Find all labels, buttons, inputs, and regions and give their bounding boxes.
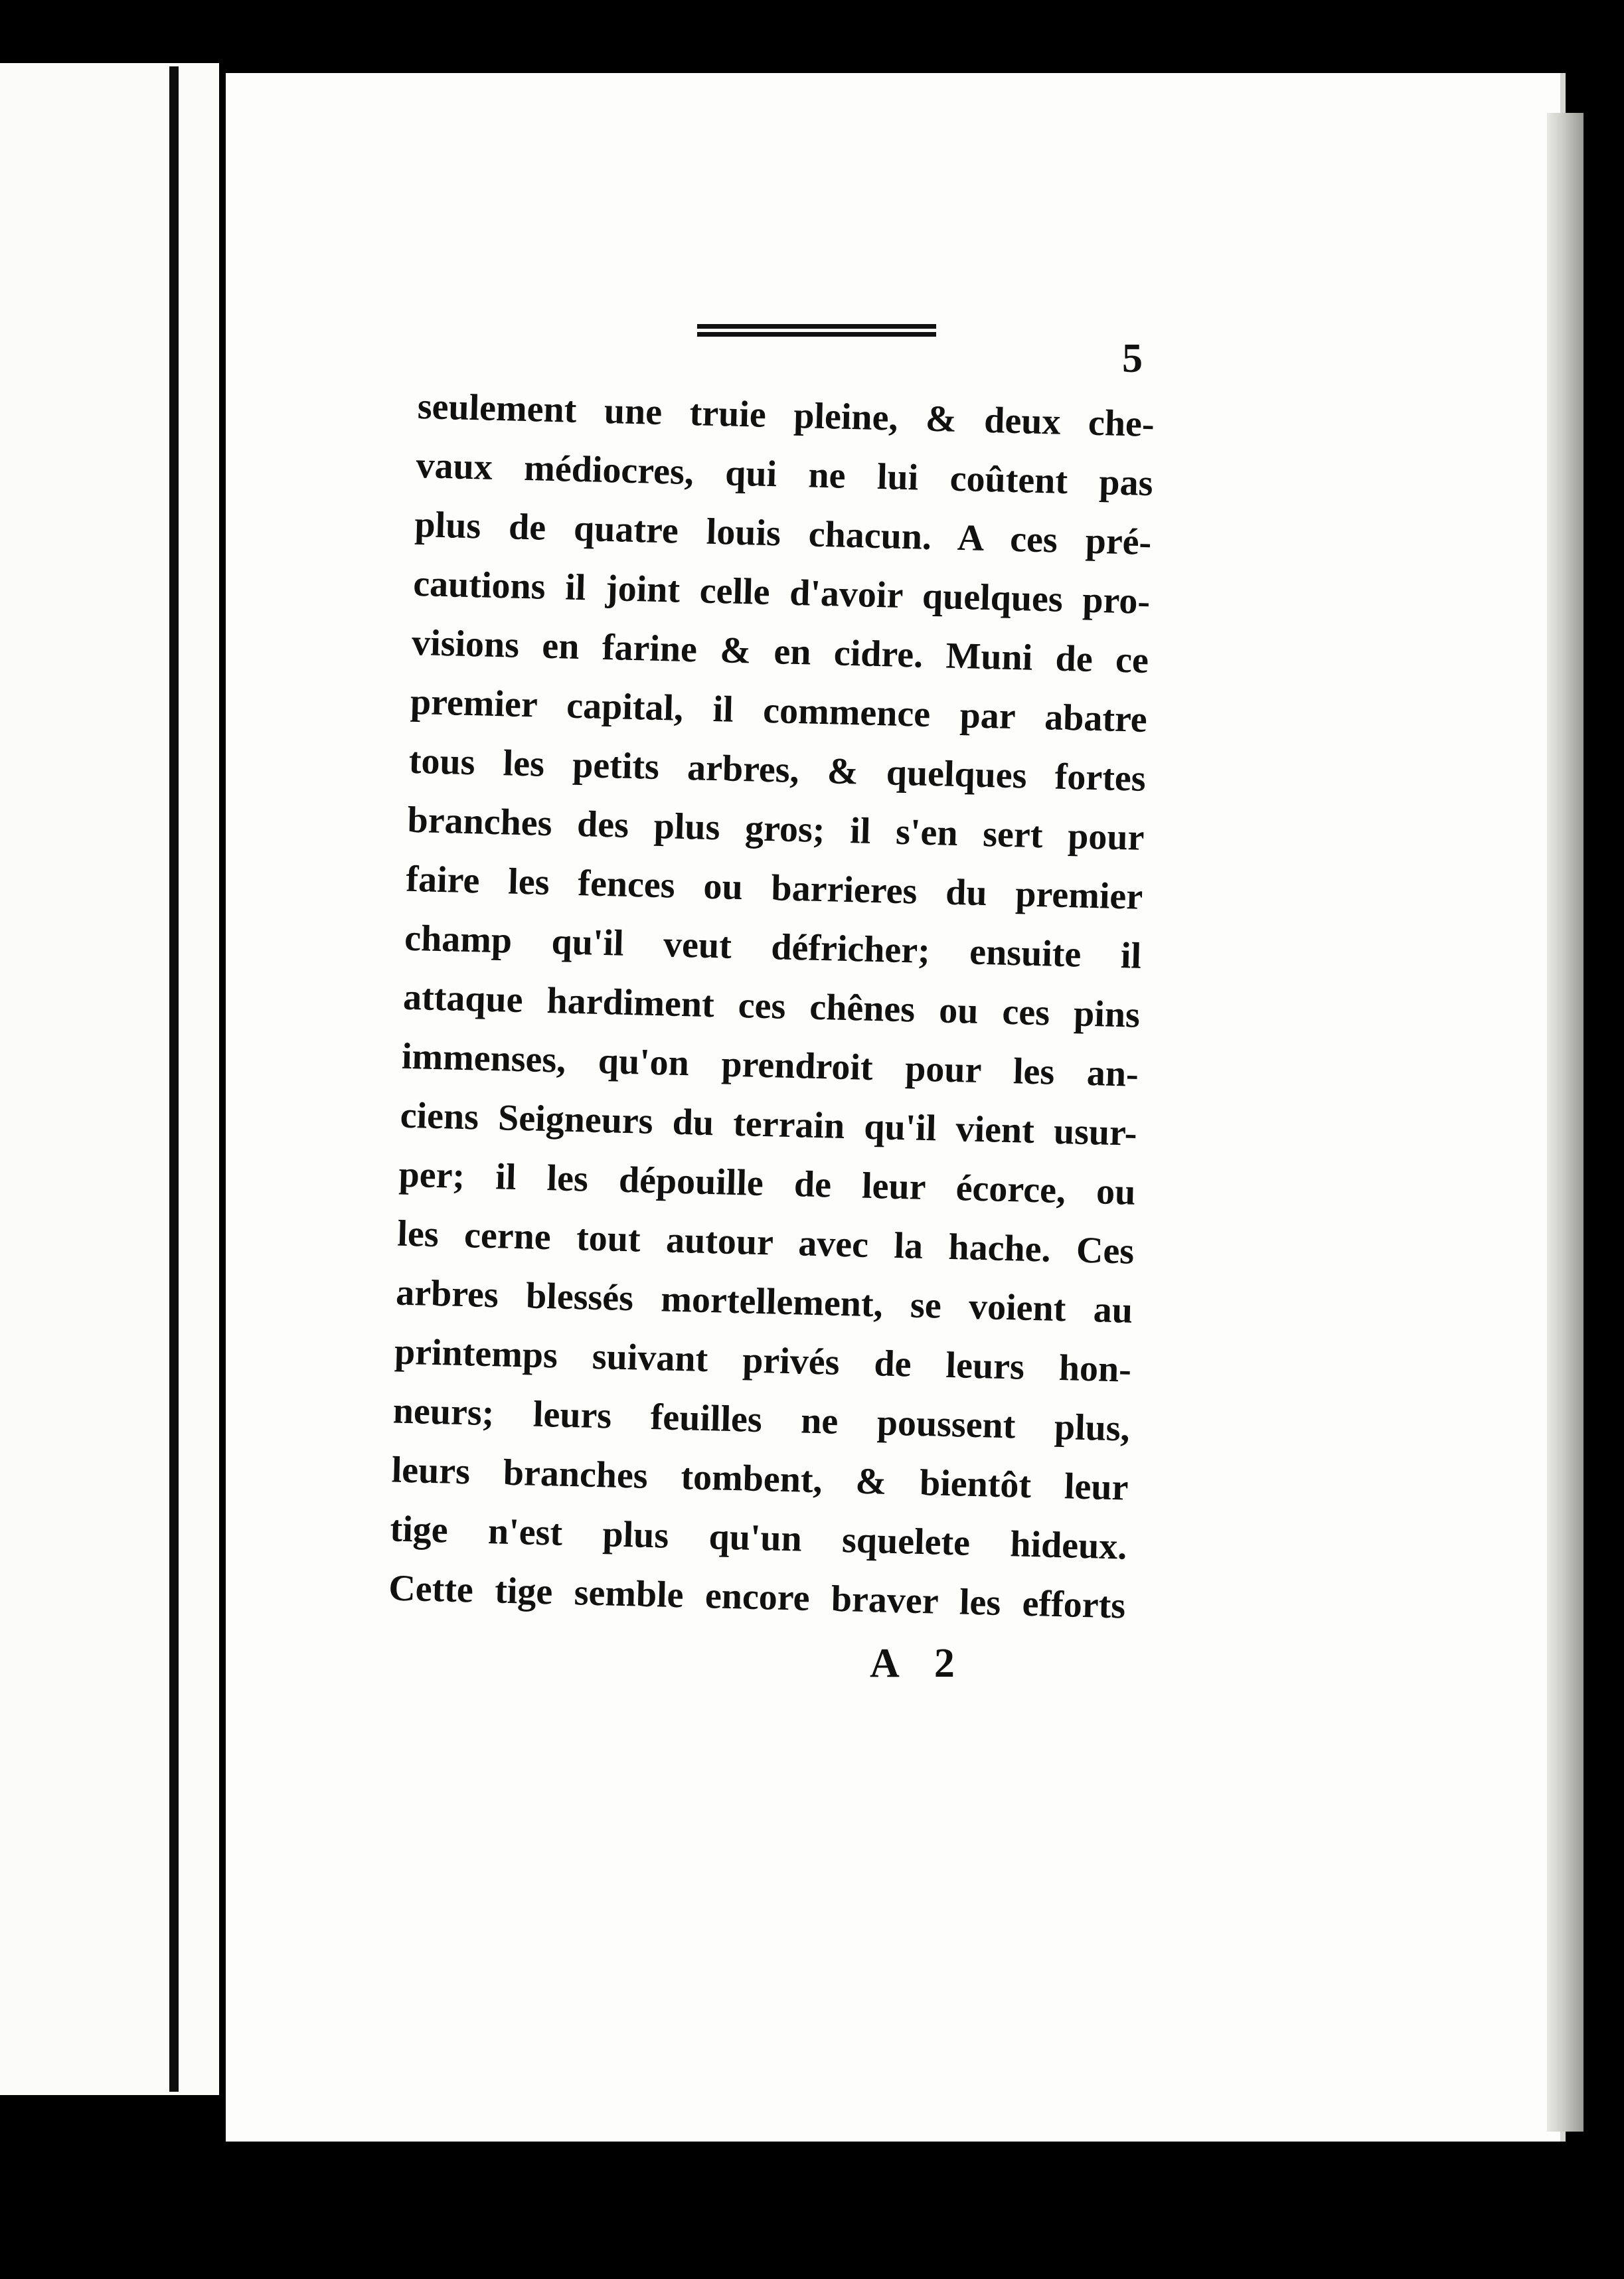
left-page-edge	[0, 63, 219, 2095]
text-line: cautions il joint celle d'avoir quelques pro-	[412, 562, 1151, 623]
body-text	[388, 377, 1155, 1636]
text-line: tous les petits arbres, & quelques fortes	[408, 740, 1147, 800]
text-line: attaque hardiment ces chênes ou ces pins	[402, 976, 1141, 1036]
text-line: Cette tige semble encore braver les efforts	[388, 1567, 1126, 1627]
text-line: visions en farine & en cidre. Muni de ce	[411, 622, 1149, 681]
text-line: branches des plus gros; il s'en sert pour	[406, 799, 1145, 859]
text-line: per; il les dépouille de leur écorce, ou	[398, 1153, 1137, 1213]
text-line: plus de quatre louis chacun. A ces pré-	[414, 503, 1153, 564]
text-line: tige n'est plus qu'un squelete hideux.	[389, 1508, 1128, 1568]
text-line: faire les fences ou barrieres du premier	[405, 858, 1143, 918]
text-line: arbres blessés mortellement, se voient au	[395, 1272, 1133, 1331]
text-line: neurs; leurs feuilles ne poussent plus,	[392, 1390, 1131, 1450]
text-line: printemps suivant privés de leurs hon-	[394, 1331, 1132, 1391]
left-gutter-shadow	[169, 66, 179, 2092]
text-line: champ qu'il veut défricher; ensuite il	[404, 917, 1142, 977]
signature-mark: A 2	[870, 1641, 968, 1686]
text-line: premier capital, il commence par abatre	[410, 681, 1148, 740]
text-line: ciens Seigneurs du terrain qu'il vient usur-	[400, 1094, 1138, 1154]
text-line: immenses, qu'on prendroit pour les an-	[401, 1035, 1139, 1095]
header-rule	[697, 324, 936, 344]
right-page-edge	[1547, 113, 1583, 2132]
page-number: 5	[1122, 336, 1143, 381]
text-line: leurs branches tombent, & bientôt leur	[391, 1449, 1129, 1509]
text-line: les cerne tout autour avec la hache. Ces	[396, 1213, 1135, 1272]
text-line: vaux médiocres, qui ne lui coûtent pas	[415, 444, 1154, 505]
text-line: seulement une truie pleine, & deux che-	[417, 385, 1155, 446]
